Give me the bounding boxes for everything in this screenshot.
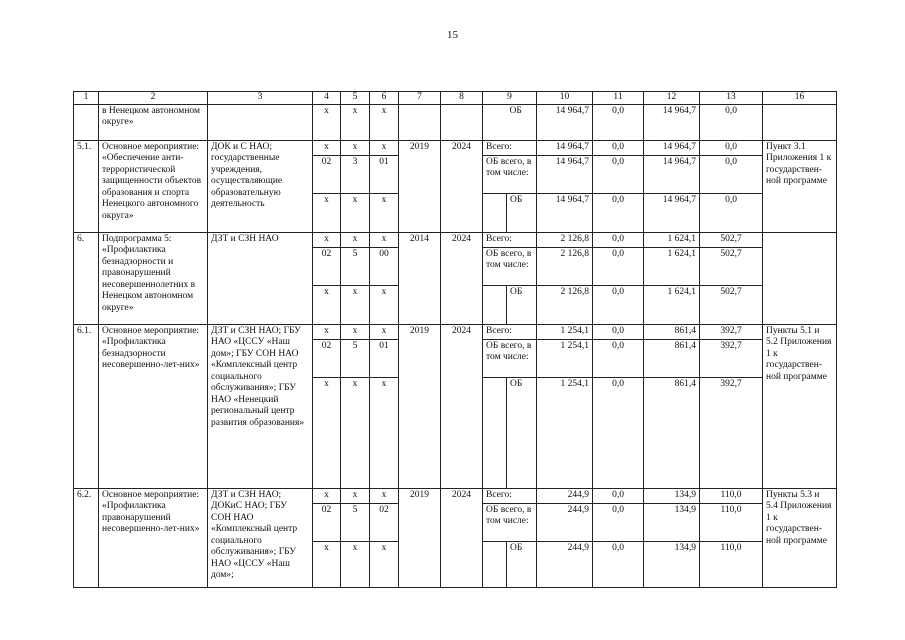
value-cell: 244,9 [537,488,593,503]
value-cell: 0,0 [593,324,644,339]
source-label: ОБ всего, в том числе: [483,339,537,377]
code-cell: х [370,285,399,324]
value-cell: 14 964,7 [537,193,593,232]
value-cell: 2 126,8 [537,285,593,324]
value-cell: 0,0 [700,104,763,140]
budget-table [73,91,837,588]
source-label: ОБ [507,541,537,587]
value-cell: 502,7 [700,232,763,247]
code-cell: х [341,140,370,155]
code-cell: х [370,104,399,140]
code-cell: х [313,377,341,488]
value-cell: 0,0 [700,193,763,232]
value-cell: 14 964,7 [537,104,593,140]
value-cell: 0,0 [593,339,644,377]
value-cell: 0,0 [593,232,644,247]
program-block [74,488,837,587]
value-cell: 502,7 [700,285,763,324]
value-cell: 0,0 [593,488,644,503]
header-cell: 11 [593,92,644,105]
header-row [74,92,837,105]
value-cell: 1 254,1 [537,324,593,339]
value-cell: 392,7 [700,377,763,488]
note-cell: Пункты 5.1 и 5.2 Приложения 1 к государствен-ной программе [763,324,837,488]
value-cell: 0,0 [700,140,763,155]
source-label: ОБ всего, в том числе: [483,247,537,285]
value-cell: 0,0 [700,155,763,193]
header-cell: 4 [313,92,341,105]
code-cell: 02 [313,339,341,377]
value-cell: 14 964,7 [644,140,700,155]
value-cell: 0,0 [593,193,644,232]
name-cell: в Ненецком автономном округе» [99,104,208,140]
header-cell: 12 [644,92,700,105]
value-cell: 134,9 [644,541,700,587]
code-cell: х [370,324,399,339]
value-cell: 2 126,8 [537,247,593,285]
source-label: ОБ всего, в том числе: [483,503,537,541]
header-cell: 5 [341,92,370,105]
value-cell: 0,0 [593,104,644,140]
responsible-cell: ДЗТ и СЗН НАО; ДОКиС НАО; ГБУ СОН НАО «Комплексный центр социального обслуживания»; ГБУ НАО «ЦССУ «Наш дом»; [208,488,313,587]
value-cell: 0,0 [593,541,644,587]
responsible-cell: ДЗТ и СЗН НАО; ГБУ НАО «ЦССУ «Наш дом»; ГБУ СОН НАО «Комплексный центр социального обслуживания»; ГБУ НАО «Ненецкий региональный центр развития образования» [208,324,313,488]
code-cell: 01 [370,339,399,377]
page-number: 15 [447,29,458,41]
program-block [74,140,837,232]
code-cell: х [313,541,341,587]
source-label: Всего: [483,488,537,503]
code-cell: 02 [313,155,341,193]
name-cell: Основное мероприятие: «Профилактика безнадзорности несовершенно-лет-них» [99,324,208,488]
name-cell: Основное мероприятие: «Обеспечение анти-террористической защищенности объектов образования и спорта Ненецкого автономного округа» [99,140,208,232]
value-cell: 392,7 [700,324,763,339]
value-cell: 1 254,1 [537,377,593,488]
code-cell: 5 [341,503,370,541]
code-cell: х [313,104,341,140]
start-year: 2019 [399,488,441,587]
value-cell: 14 964,7 [537,155,593,193]
code-cell: 02 [313,247,341,285]
value-cell: 2 126,8 [537,232,593,247]
header-cell: 13 [700,92,763,105]
value-cell: 110,0 [700,488,763,503]
indent-cell [483,541,507,587]
code-cell: 3 [341,155,370,193]
value-cell: 1 254,1 [537,339,593,377]
value-cell: 244,9 [537,503,593,541]
header-cell: 10 [537,92,593,105]
program-block [74,324,837,488]
source-label: ОБ [507,104,537,140]
code-cell: х [341,488,370,503]
note-cell: Пункт 3.1 Приложения 1 к государствен-ной программе [763,140,837,232]
code-cell: 00 [370,247,399,285]
start-year: 2014 [399,232,441,324]
value-cell: 0,0 [593,285,644,324]
row-number: 5.1. [74,140,99,232]
value-cell: 110,0 [700,503,763,541]
row-number: 6. [74,232,99,324]
code-cell: х [341,193,370,232]
code-cell: х [341,324,370,339]
end-year: 2024 [441,140,483,232]
code-cell: 01 [370,155,399,193]
table-row [74,232,837,247]
source-label: Всего: [483,140,537,155]
code-cell: х [313,140,341,155]
value-cell: 0,0 [593,247,644,285]
code-cell: х [370,140,399,155]
code-cell: 5 [341,247,370,285]
code-cell: х [370,193,399,232]
value-cell: 0,0 [593,140,644,155]
code-cell: х [313,193,341,232]
code-cell: х [370,377,399,488]
header-cell: 9 [483,92,537,105]
value-cell: 110,0 [700,541,763,587]
value-cell: 0,0 [593,155,644,193]
source-label: ОБ [507,193,537,232]
note-cell [763,232,837,324]
value-cell: 1 624,1 [644,232,700,247]
source-label: Всего: [483,324,537,339]
value-cell: 14 964,7 [644,193,700,232]
start-year: 2019 [399,324,441,488]
value-cell: 1 624,1 [644,285,700,324]
source-label: ОБ [507,377,537,488]
value-cell: 14 964,7 [644,155,700,193]
value-cell: 0,0 [593,503,644,541]
value-cell: 0,0 [593,377,644,488]
code-cell: х [341,541,370,587]
code-cell: х [370,541,399,587]
code-cell: х [370,488,399,503]
name-cell: Основное мероприятие: «Профилактика правонарушений несовершенно-лет-них» [99,488,208,587]
value-cell: 134,9 [644,503,700,541]
header-cell: 3 [208,92,313,105]
end-year: 2024 [441,324,483,488]
value-cell: 861,4 [644,377,700,488]
source-label: ОБ всего, в том числе: [483,155,537,193]
indent-cell [483,377,507,488]
code-cell: х [341,285,370,324]
header-cell: 1 [74,92,99,105]
code-cell: х [313,232,341,247]
table-row [74,324,837,339]
code-cell: х [370,232,399,247]
header-cell: 2 [99,92,208,105]
value-cell: 244,9 [537,541,593,587]
value-cell: 14 964,7 [537,140,593,155]
source-label: ОБ [507,285,537,324]
responsible-cell: ДЗТ и СЗН НАО [208,232,313,324]
code-cell: х [313,285,341,324]
end-year: 2024 [441,488,483,587]
indent-cell [483,193,507,232]
row-number: 6.1. [74,324,99,488]
code-cell: х [313,324,341,339]
program-block [74,232,837,324]
note-cell: Пункты 5.3 и 5.4 Приложения 1 к государствен-ной программе [763,488,837,587]
end-year: 2024 [441,232,483,324]
value-cell: 502,7 [700,247,763,285]
value-cell: 861,4 [644,339,700,377]
header-cell: 8 [441,92,483,105]
value-cell: 861,4 [644,324,700,339]
code-cell: х [341,104,370,140]
code-cell: 5 [341,339,370,377]
table-row [74,104,837,140]
code-cell: х [313,488,341,503]
value-cell: 1 624,1 [644,247,700,285]
header-cell: 7 [399,92,441,105]
indent-cell [483,285,507,324]
source-label: Всего: [483,232,537,247]
table-row [74,140,837,155]
code-cell: х [341,232,370,247]
value-cell: 392,7 [700,339,763,377]
value-cell: 14 964,7 [644,104,700,140]
start-year: 2019 [399,140,441,232]
header-cell: 6 [370,92,399,105]
header-cell: 16 [763,92,837,105]
name-cell: Подпрограмма 5: «Профилактика безнадзорности и правонарушений несовершеннолетних в Ненецком автономном округе» [99,232,208,324]
row-number: 6.2. [74,488,99,587]
table-row [74,488,837,503]
value-cell: 134,9 [644,488,700,503]
code-cell: 02 [313,503,341,541]
code-cell: 02 [370,503,399,541]
code-cell: х [341,377,370,488]
responsible-cell: ДОК и С НАО; государственные учреждения, осуществляющие образовательную деятельность [208,140,313,232]
